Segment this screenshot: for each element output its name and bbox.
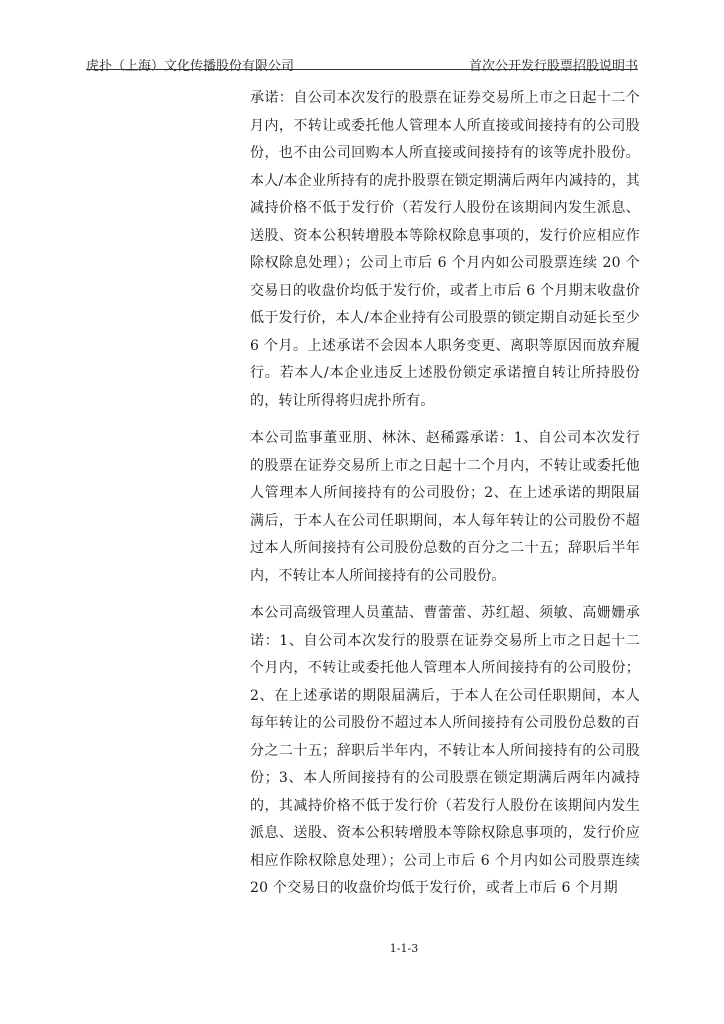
paragraph-supervisors-commitment: 本公司监事董亚朋、林沐、赵稀露承诺：1、自公司本次发行的股票在证券交易所上市之日起十二个月内，不转让或委托他人管理本人所间接持有的公司股份；2、在上述承诺的期限届满后，于本人在公司任职期间，本人每年转让的公司股份不超过本人所间接持有公司股份总数的百分之二十五；辞职后半年内，不转让本人所间接持有的公司股份。 [250, 430, 640, 584]
document-body [250, 85, 640, 913]
header-divider [86, 69, 638, 70]
page-header [86, 50, 638, 74]
header-document-title: 首次公开发行股票招股说明书 [468, 59, 638, 74]
paragraph-executives-commitment: 本公司高级管理人员董喆、曹蕾蕾、苏红超、须敏、高姗姗承诺：1、自公司本次发行的股票在证券交易所上市之日起十二个月内，不转让或委托他人管理本人所间接持有的公司股份；2、在上述承诺的期限届满后，于本人在公司任职期间，本人每年转让的公司股份不超过本人所间接持有公司股份总数的百分之二十五；辞职后半年内，不转让本人所间接持有的公司股份；3、本人所间接持有的公司股票在锁定期满后两年内减持的，其减持价格不低于发行价（若发行人股份在该期间内发生派息、送股、资本公积转增股本等除权除息事项的，发行价应相应作除权除息处理）；公司上市后 6 个月内如公司股票连续 20 个交易日的收盘价均低于发行价，或者上市后 6 个月期 [250, 605, 640, 896]
page-number: 1-1-3 [389, 942, 419, 955]
paragraph-lockup-commitment: 承诺：自公司本次发行的股票在证券交易所上市之日起十二个月内，不转让或委托他人管理本人所直接或间接持有的公司股份，也不由公司回购本人所直接或间接持有的该等虎扑股份。本人/本企业所持有的虎扑股票在锁定期满后两年内减持的，其减持价格不低于发行价（若发行人股份在该期间内发生派息、送股、资本公积转增股本等除权除息事项的，发行价应相应作除权除息处理）；公司上市后 6 个月内如公司股票连续 20 个交易日的收盘价均低于发行价，或者上市后 6 个月期末收盘价低于发行价，本人/本企业持有公司股票的锁定期自动延长至少 6 个月。上述承诺不会因本人职务变更、离职等原因而放弃履行。若本人/本企业违反上述股份锁定承诺擅自转让所持股份的，转让所得将归虎扑所有。 [250, 90, 640, 409]
header-company-name: 虎扑（上海）文化传播股份有限公司 [86, 59, 295, 74]
